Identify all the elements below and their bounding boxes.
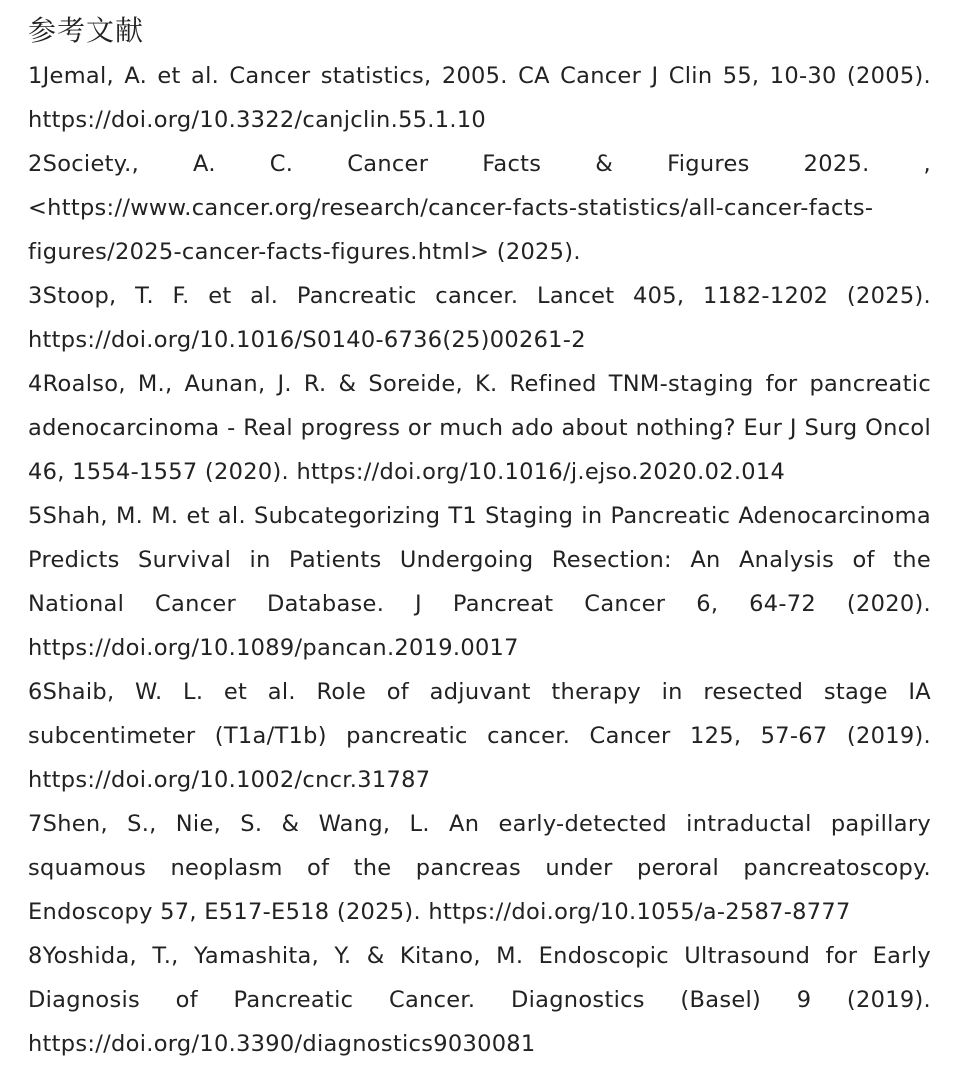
reference-item-1: 1Jemal, A. et al. Cancer statistics, 2005. CA Cancer J Clin 55, 10-30 (2005). https://doi.org/10.3322/canjclin.55.1.10 — [28, 63, 931, 133]
reference-item-8: 8Yoshida, T., Yamashita, Y. & Kitano, M. Endoscopic Ultrasound for Early Diagnosis of Pancreatic Cancer. Diagnostics (Basel) 9 (2019). https://doi.org/10.3390/diagnostics9030081 — [28, 943, 931, 1057]
reference-item-5: 5Shah, M. M. et al. Subcategorizing T1 Staging in Pancreatic Adenocarcinoma Predicts Survival in Patients Undergoing Resection: An Analysis of the National Cancer Database. J Pancreat Cancer 6, 64-72 (2020). https://doi.org/10.1089/pancan.2019.0017 — [28, 503, 931, 661]
references-heading: 参考文献 — [28, 14, 145, 47]
reference-item-7: 7Shen, S., Nie, S. & Wang, L. An early-detected intraductal papillary squamous neoplasm of the pancreas under peroral pancreatoscopy. Endoscopy 57, E517-E518 (2025). https://doi.org/10.1055/a-2587-8777 — [28, 811, 931, 925]
reference-list — [28, 54, 931, 1066]
reference-item-6: 6Shaib, W. L. et al. Role of adjuvant therapy in resected stage IA subcentimeter (T1a/T1b) pancreatic cancer. Cancer 125, 57-67 (2019). https://doi.org/10.1002/cncr.31787 — [28, 679, 931, 793]
references-section — [28, 8, 931, 1066]
reference-item-2: 2Society., A. C. Cancer Facts & Figures 2025. , <https://www.cancer.org/research/cancer-facts-statistics/all-cancer-facts-figures/2025-cancer-facts-figures.html> (2025). — [28, 151, 931, 265]
reference-item-3: 3Stoop, T. F. et al. Pancreatic cancer. Lancet 405, 1182-1202 (2025). https://doi.org/10.1016/S0140-6736(25)00261-2 — [28, 283, 931, 353]
reference-item-4: 4Roalso, M., Aunan, J. R. & Soreide, K. Refined TNM-staging for pancreatic adenocarcinoma - Real progress or much ado about nothing? Eur J Surg Oncol 46, 1554-1557 (2020). https://doi.org/10.1016/j.ejso.2020.02.014 — [28, 371, 931, 485]
